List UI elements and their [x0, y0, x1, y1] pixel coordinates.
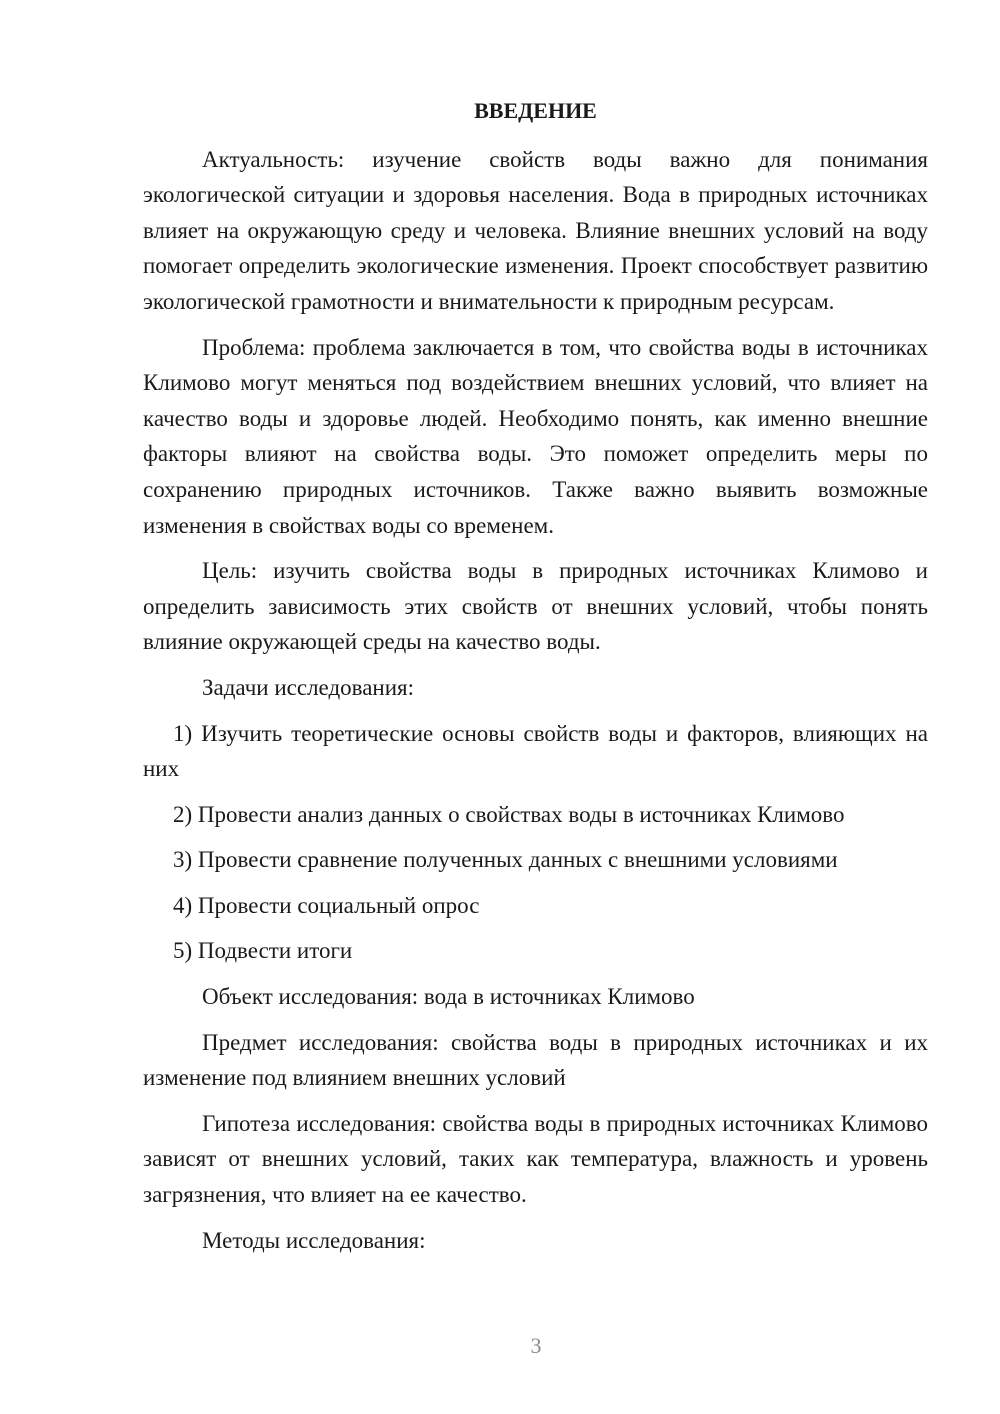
page-number: 3 [530, 1333, 542, 1358]
paragraph-hypothesis: Гипотеза исследования: свойства воды в природных источниках Климово зависят от внешних условий, таких как температура, влажность и уровень загрязнения, что влияет на ее качество. [143, 1110, 928, 1208]
document-body [143, 93, 928, 1268]
section-title: ВВЕДЕНИЕ [474, 98, 597, 123]
task-item: 3) Провести сравнение полученных данных с внешними условиями [173, 847, 838, 873]
paragraph-object: Объект исследования: вода в источниках Климово [202, 984, 695, 1010]
task-item: 4) Провести социальный опрос [173, 892, 480, 918]
paragraph-goal: Цель: изучить свойства воды в природных источниках Климово и определить зависимость этих свойств от внешних условий, чтобы понять влияние окружающей среды на качество воды. [143, 558, 928, 655]
task-item: 2) Провести анализ данных о свойствах воды в источниках Климово [173, 801, 845, 827]
task-item: 1) Изучить теоретические основы свойств воды и факторов, влияющих на них [143, 720, 928, 782]
paragraph-tasks-heading: Задачи исследования: [202, 674, 415, 700]
paragraph-subject: Предмет исследования: свойства воды в природных источниках и их изменение под влиянием внешних условий [143, 1029, 928, 1091]
task-item: 5) Подвести итоги [173, 938, 353, 964]
paragraph-methods-heading: Методы исследования: [202, 1227, 426, 1253]
paragraph-problem: Проблема: проблема заключается в том, что свойства воды в источниках Климово могут меняться под воздействием внешних условий, что влияет на качество воды и здоровье людей. Необходимо понять, как именно внешние факторы влияют на свойства воды. Это поможет определить меры по сохранению природных источников. Также важно выявить возможные изменения в свойствах воды со временем. [143, 334, 928, 538]
paragraph-relevance: Актуальность: изучение свойств воды важно для понимания экологической ситуации и здоровья населения. Вода в природных источниках влияет на окружающую среду и человека. Влияние внешних условий на воду помогает определить экологические изменения. Проект способствует развитию экологической грамотности и внимательности к природным ресурсам. [143, 146, 928, 314]
task-list [143, 716, 928, 970]
